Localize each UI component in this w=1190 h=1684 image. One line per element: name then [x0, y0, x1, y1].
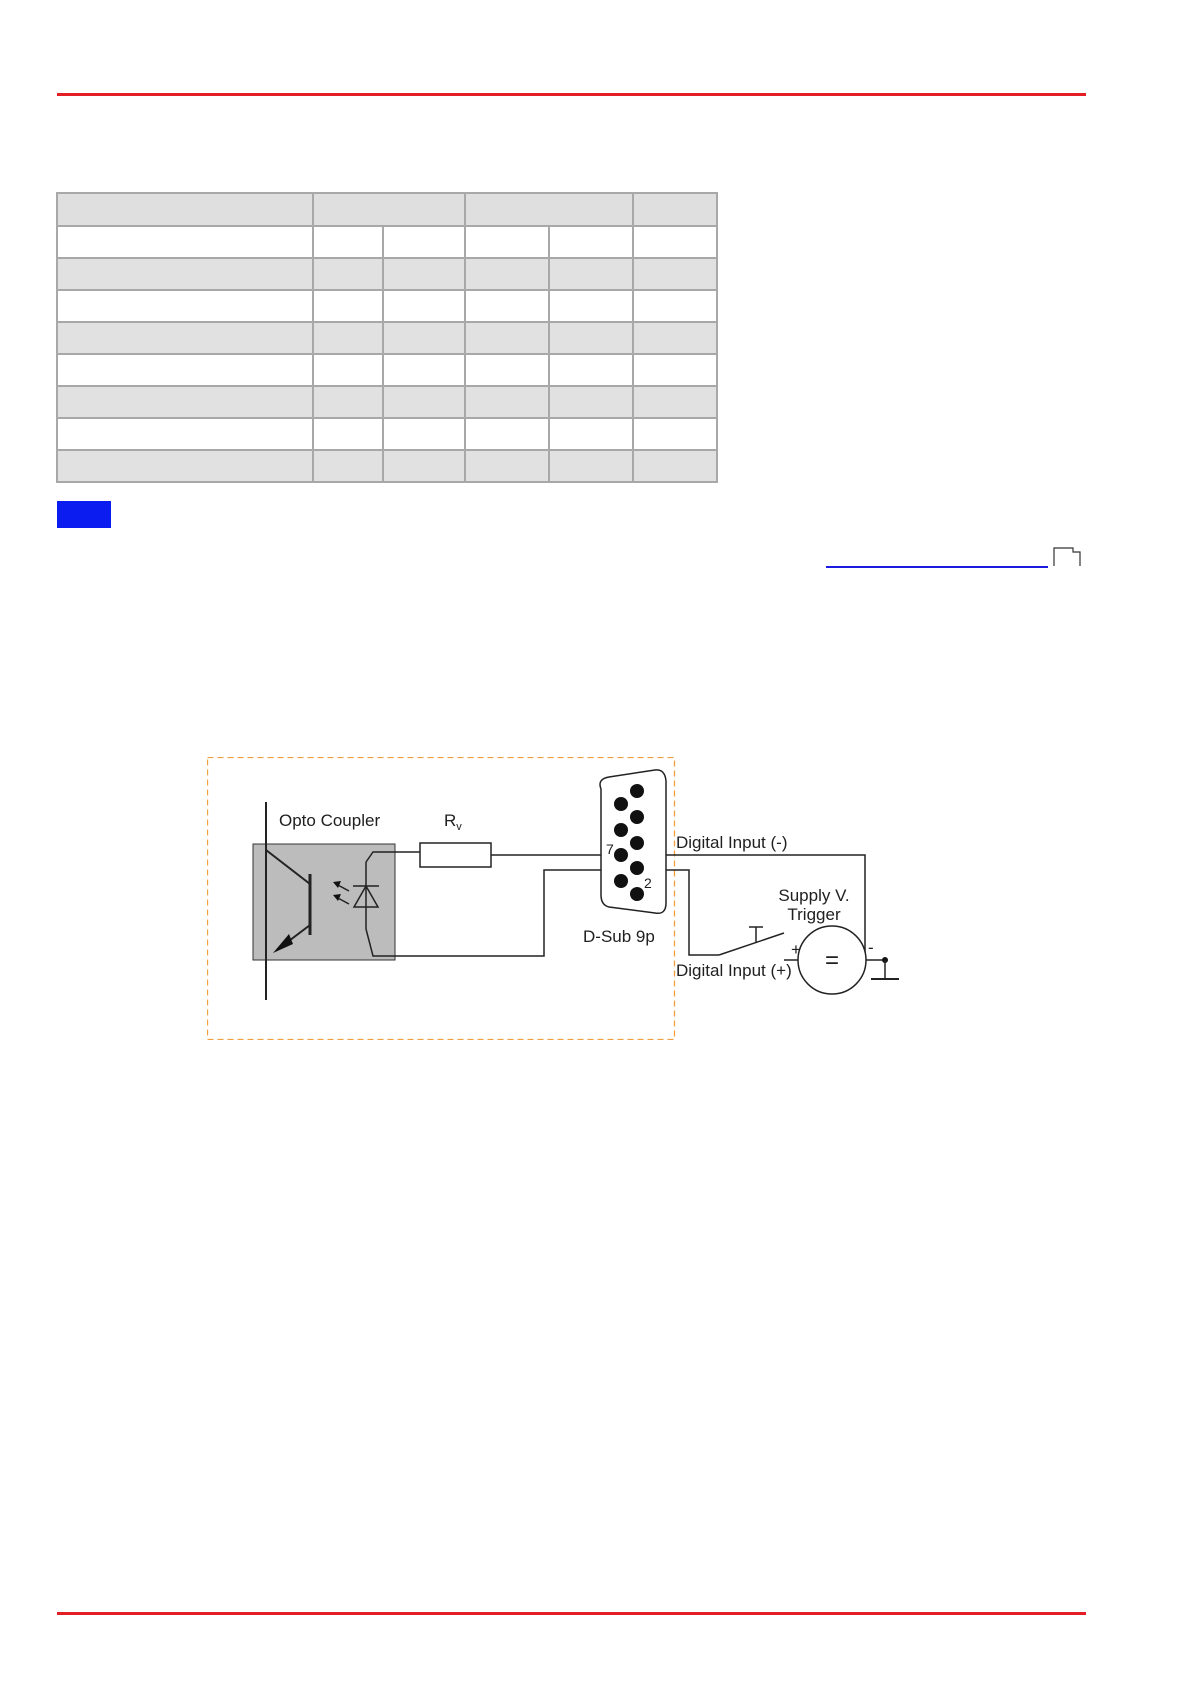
table-cell	[550, 419, 632, 449]
table-row	[58, 419, 716, 449]
table-cell	[550, 259, 632, 289]
footer-rule	[57, 1612, 1086, 1615]
digital-input-pos-label: Digital Input (+)	[676, 961, 792, 980]
table-header-row	[58, 194, 716, 225]
wiring-diagram	[207, 757, 940, 1040]
table-row	[58, 259, 716, 289]
trigger-switch	[719, 933, 784, 955]
dsub-pin	[614, 848, 628, 862]
table-cell	[58, 387, 312, 417]
table-cell	[466, 323, 548, 353]
table-cell	[314, 419, 382, 449]
dsub-pin	[630, 887, 644, 901]
opto-coupler-label: Opto Coupler	[279, 811, 381, 830]
table-cell	[58, 259, 312, 289]
table-header-cell	[634, 194, 716, 225]
table-row	[58, 451, 716, 481]
table-cell	[58, 451, 312, 481]
plus-sign: +	[791, 940, 801, 959]
table-cell	[314, 259, 382, 289]
table-cell	[550, 323, 632, 353]
dsub-pin	[630, 810, 644, 824]
table-cell	[634, 227, 716, 257]
table-cell	[314, 451, 382, 481]
dsub-pin	[614, 797, 628, 811]
pin-7-label: 7	[606, 841, 614, 857]
resistor-label: $R_v$	[444, 811, 462, 833]
page-reference-icon[interactable]	[1053, 547, 1081, 567]
table-cell	[384, 323, 464, 353]
table-row	[58, 387, 716, 417]
table-cell	[466, 451, 548, 481]
table-cell	[384, 355, 464, 385]
table-header-cell	[466, 194, 632, 225]
table-cell	[550, 291, 632, 321]
supply-label-line1: Supply V.	[778, 886, 850, 905]
table-cell	[466, 419, 548, 449]
spec-table	[56, 192, 718, 483]
dc-symbol: =	[824, 947, 840, 974]
dsub-pin	[614, 874, 628, 888]
table-cell	[466, 291, 548, 321]
table-cell	[634, 387, 716, 417]
table-cell	[634, 451, 716, 481]
table-cell	[58, 355, 312, 385]
cross-reference-link[interactable]	[826, 566, 1048, 568]
table-cell	[634, 259, 716, 289]
table-cell	[634, 419, 716, 449]
table-cell	[384, 451, 464, 481]
dsub-pin	[614, 823, 628, 837]
table-cell	[466, 259, 548, 289]
opto-coupler-box	[253, 844, 395, 960]
table-cell	[314, 227, 382, 257]
table-cell	[384, 387, 464, 417]
table-cell	[634, 291, 716, 321]
minus-sign: -	[868, 938, 874, 957]
table-cell	[634, 323, 716, 353]
table-cell	[314, 387, 382, 417]
table-cell	[550, 355, 632, 385]
table-cell	[314, 323, 382, 353]
table-cell	[58, 323, 312, 353]
table-row	[58, 227, 716, 257]
digital-input-neg-label: Digital Input (-)	[676, 833, 788, 852]
table-cell	[634, 355, 716, 385]
dsub-pin	[630, 784, 644, 798]
resistor-rv	[420, 843, 491, 867]
dsub-pin	[630, 861, 644, 875]
dsub-label: D-Sub 9p	[583, 927, 655, 946]
table-cell	[550, 387, 632, 417]
table-cell	[384, 291, 464, 321]
table-row	[58, 323, 716, 353]
supply-label-line2: Trigger	[787, 905, 841, 924]
table-header-cell	[314, 194, 464, 225]
table-cell	[384, 227, 464, 257]
table-cell	[384, 419, 464, 449]
table-row	[58, 291, 716, 321]
header-rule	[57, 93, 1086, 96]
table-cell	[466, 387, 548, 417]
table-cell	[384, 259, 464, 289]
table-cell	[314, 355, 382, 385]
table-cell	[314, 291, 382, 321]
table-cell	[58, 419, 312, 449]
dsub-pin	[630, 836, 644, 850]
table-row	[58, 355, 716, 385]
table-cell	[466, 355, 548, 385]
table-header-cell	[58, 194, 312, 225]
table-cell	[466, 227, 548, 257]
table-cell	[58, 291, 312, 321]
table-cell	[550, 451, 632, 481]
pin-2-label: 2	[644, 875, 652, 891]
table-cell	[58, 227, 312, 257]
table-cell	[550, 227, 632, 257]
note-badge	[57, 501, 111, 528]
